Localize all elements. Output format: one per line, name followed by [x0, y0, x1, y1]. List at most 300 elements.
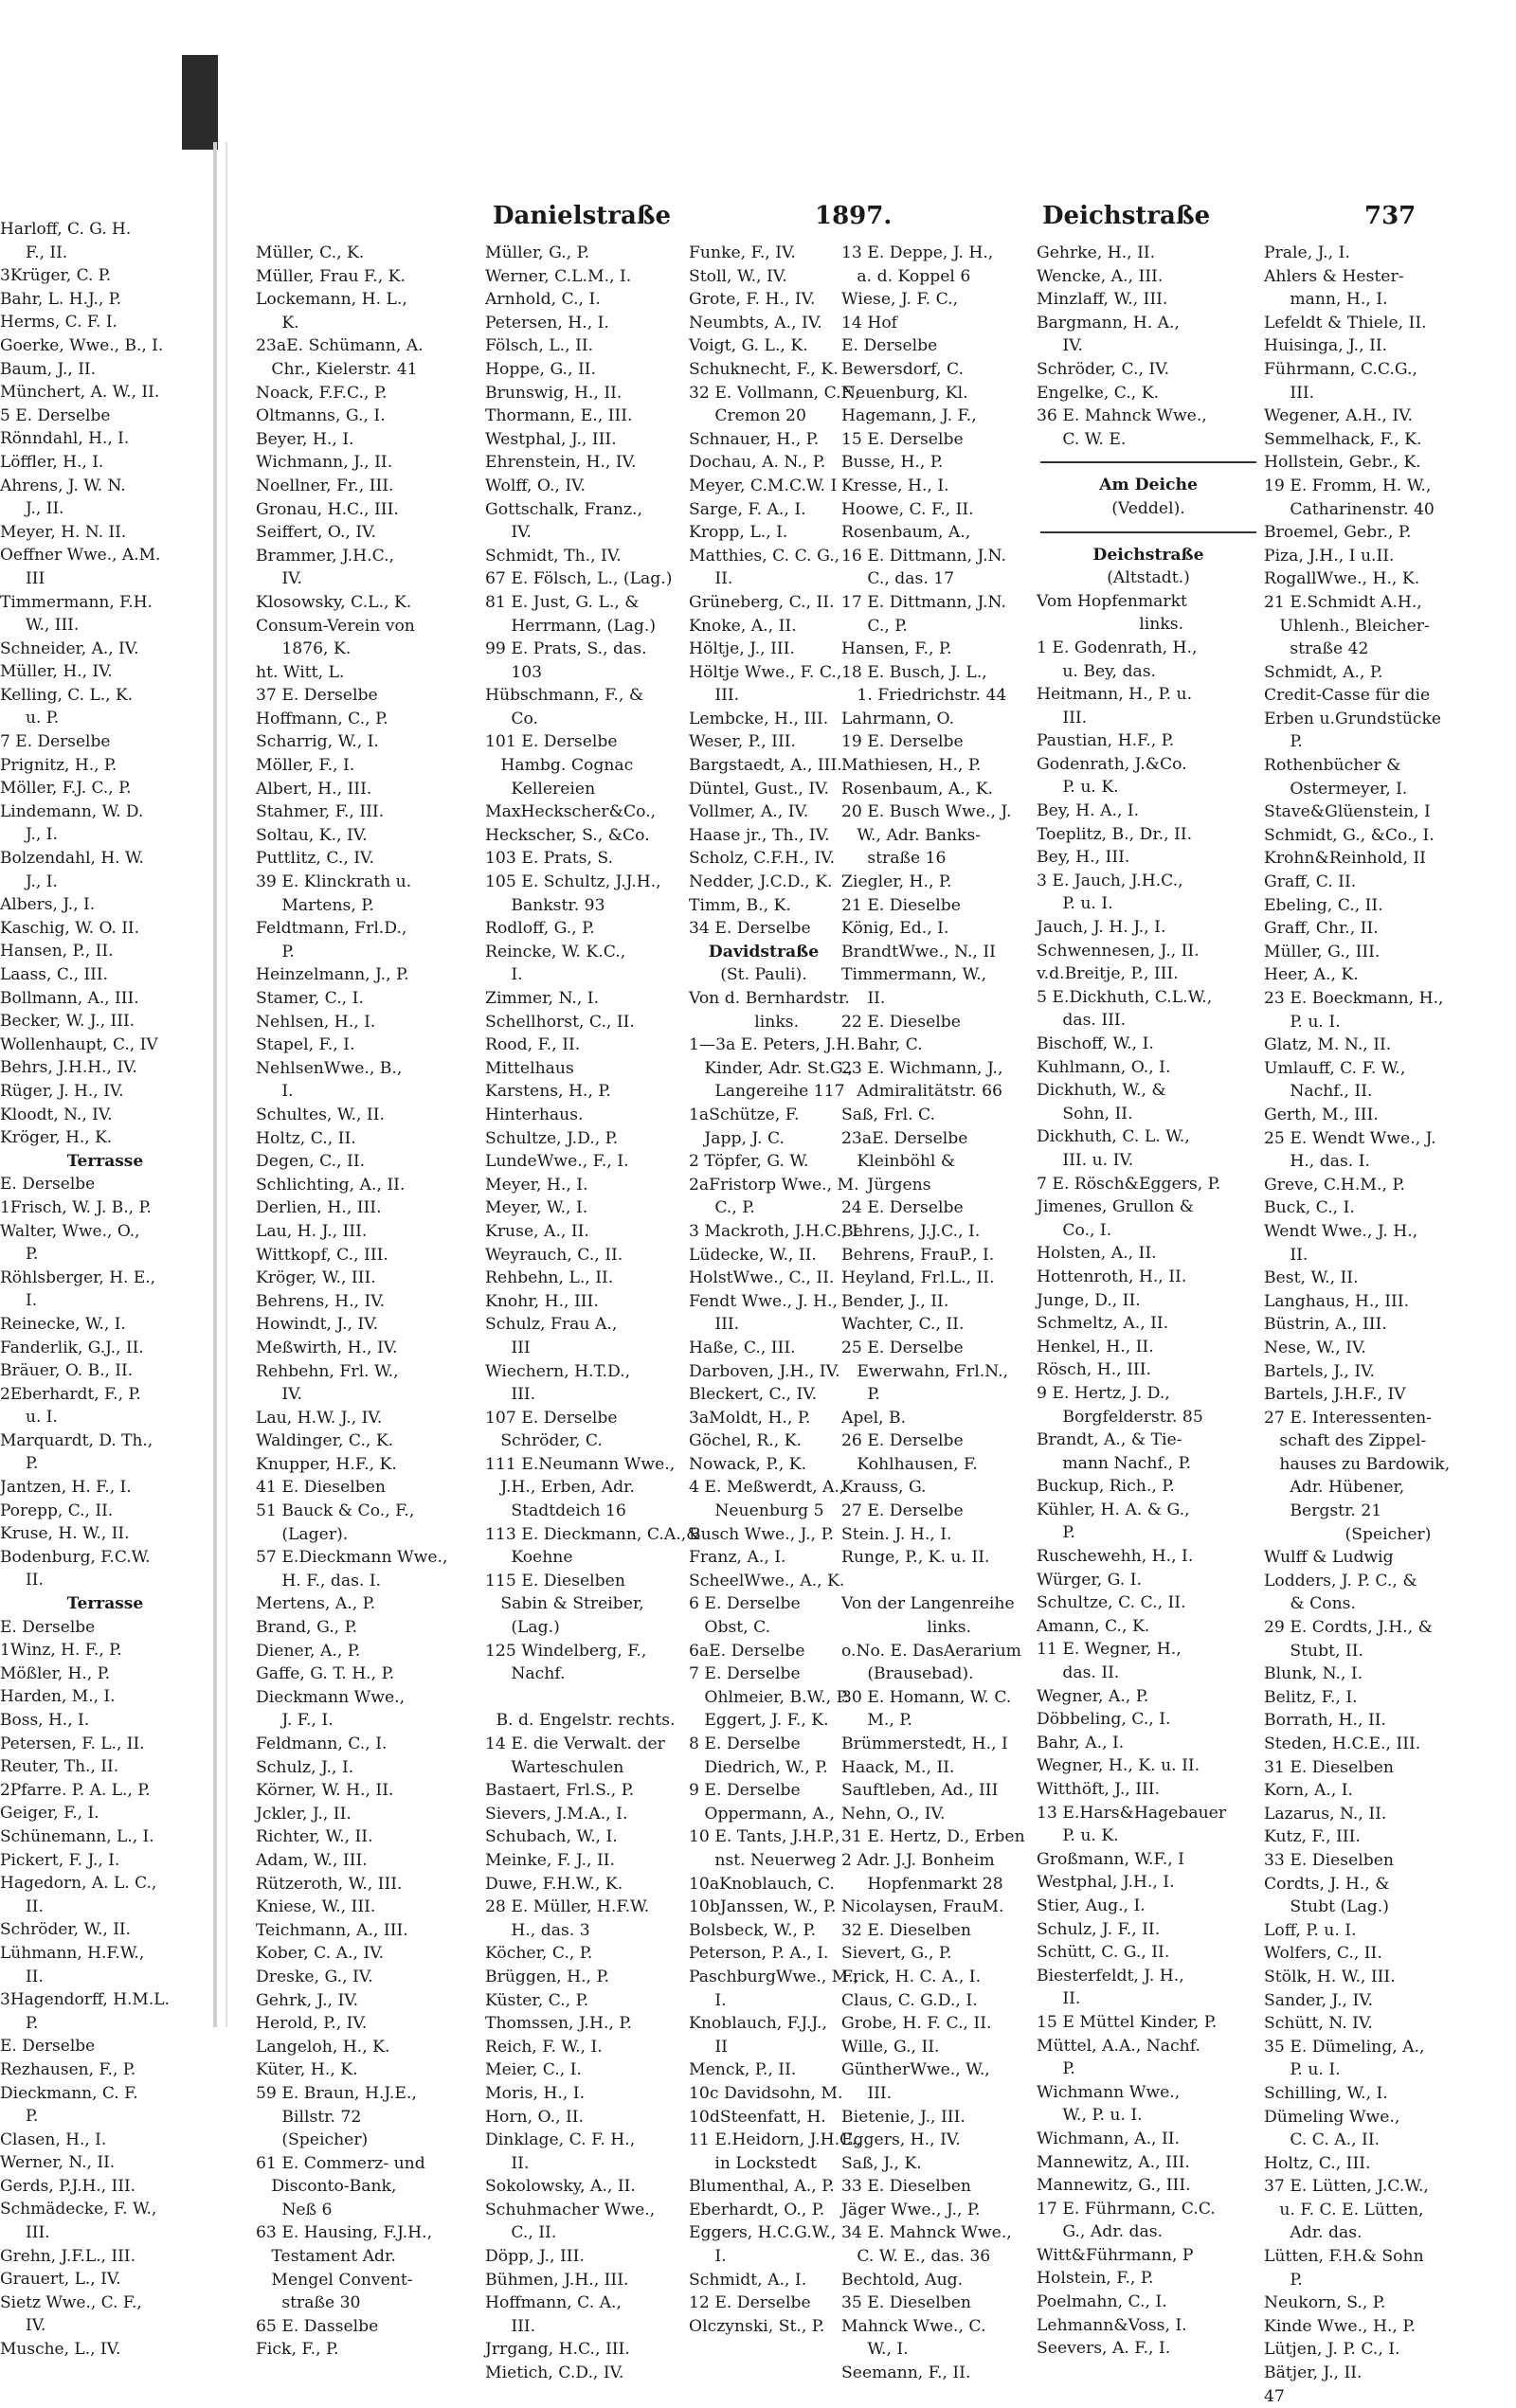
directory-entry: Knohr, H., III.: [485, 1291, 599, 1311]
directory-entry: Heckscher, S., &Co.: [485, 825, 650, 845]
directory-entry: Kutz, F., III.: [1264, 1827, 1361, 1847]
directory-entry: Bolsbeck, W., P.: [689, 1920, 817, 1940]
directory-entry: Ziegler, H., P.: [841, 872, 952, 892]
directory-entry: (Lager).: [256, 1524, 349, 1544]
directory-entry: 28 E. Müller, H.F.W.: [485, 1897, 650, 1917]
directory-entry: Harden, M., I.: [0, 1687, 116, 1707]
directory-entry: 34 E. Derselbe: [689, 919, 811, 939]
directory-entry: Müller, C., K.: [256, 243, 365, 262]
directory-entry: 1Winz, H. F., P.: [0, 1641, 122, 1661]
directory-entry: Werner, C.L.M., I.: [485, 266, 632, 286]
directory-entry: C., das. 17: [841, 569, 955, 589]
directory-entry: Busch Wwe., J., P.: [689, 1524, 835, 1544]
directory-entry: Pickert, F. J., I.: [0, 1850, 120, 1870]
directory-entry: 111 E.Neumann Wwe.,: [485, 1454, 676, 1474]
directory-entry: Paustian, H.F., P.: [1037, 731, 1175, 751]
directory-entry: J., I.: [0, 872, 58, 891]
directory-entry: Rosenbaum, A.,: [841, 523, 971, 543]
directory-entry: Schilling, W., I.: [1264, 2083, 1388, 2103]
directory-entry: P. u. I.: [1037, 894, 1113, 914]
directory-entry: Feldtmann, Frl.D.,: [256, 919, 407, 939]
directory-entry: Weser, P., III.: [689, 732, 796, 752]
directory-entry: Schulz, Frau A.,: [485, 1315, 618, 1335]
directory-entry: Brand, G., P.: [256, 1618, 358, 1638]
directory-entry: 3aMoldt, H., P.: [689, 1408, 811, 1428]
directory-entry: Graff, C. II.: [1264, 872, 1357, 892]
directory-entry: Bollmann, A., III.: [0, 988, 139, 1008]
directory-entry: P.: [256, 942, 295, 961]
directory-entry: Haße, C., III.: [689, 1338, 796, 1357]
directory-entry: 30 E. Homann, W. C.: [841, 1687, 1012, 1707]
directory-entry: Grauert, L., IV.: [0, 2270, 121, 2290]
directory-entry: hauses zu Bardowik,: [1264, 1454, 1451, 1474]
directory-entry: Jantzen, H. F., I.: [0, 1478, 132, 1498]
directory-entry: Schröder, W., II.: [0, 1920, 132, 1940]
directory-entry: Cremon 20: [689, 406, 806, 426]
directory-entry: RogallWwe., H., K.: [1264, 569, 1420, 589]
directory-entry: Führmann, C.C.G.,: [1264, 359, 1417, 379]
directory-entry: 17 E. Dittmann, J.N.: [841, 592, 1006, 612]
directory-entry: II.: [0, 1571, 44, 1590]
directory-entry: Lazarus, N., II.: [1264, 1804, 1387, 1824]
directory-entry: v.d.Breitje, P., III.: [1037, 964, 1179, 984]
directory-entry: Musche, L., IV.: [0, 2340, 121, 2360]
directory-entry: Küster, C., P.: [485, 1990, 589, 2010]
directory-entry: Saß, Frl. C.: [841, 1105, 935, 1124]
directory-entry: Wiese, J. F. C.,: [841, 290, 959, 310]
directory-entry: Schmädecke, F. W.,: [0, 2200, 157, 2219]
directory-entry: Schwennesen, J., II.: [1037, 941, 1200, 961]
directory-entry: Mengel Convent-: [256, 2270, 413, 2290]
directory-column-1: [256, 242, 481, 2362]
directory-entry: 23 E. Boeckmann, H.,: [1264, 989, 1444, 1008]
directory-entry: Eggers, H., IV.: [841, 2130, 961, 2150]
directory-entry: 19 E. Derselbe: [841, 732, 964, 752]
page-edge: [226, 142, 227, 2027]
directory-entry: Möller, F., I.: [256, 756, 355, 776]
directory-entry: 23aE. Schümann, A.: [256, 336, 424, 356]
directory-entry: Stamer, C., I.: [256, 989, 364, 1008]
directory-entry: 23 E. Wichmann, J.,: [841, 1058, 1003, 1078]
directory-entry: 35 E. Dieselben: [841, 2293, 971, 2313]
directory-entry: Wittkopf, C., III.: [256, 1245, 388, 1265]
directory-entry: Borgfelderstr. 85: [1037, 1407, 1203, 1427]
directory-entry: 1Frisch, W. J. B., P.: [0, 1197, 152, 1217]
directory-entry: Mittelhaus: [485, 1058, 574, 1078]
directory-entry: Behrens, J.J.C., I.: [841, 1221, 981, 1241]
directory-entry: Seiffert, O., IV.: [256, 523, 377, 543]
directory-entry: Hopfenmarkt 28: [841, 1874, 1003, 1894]
directory-entry: (Veddel).: [1111, 498, 1185, 518]
directory-entry: PaschburgWwe., M.,: [689, 1967, 859, 1986]
directory-entry: Sietz Wwe., C. F.,: [0, 2292, 142, 2312]
directory-entry: Gronau, H.C., III.: [256, 499, 399, 519]
directory-entry: P.: [0, 1245, 39, 1265]
directory-entry: Seemann, F., II.: [841, 2363, 971, 2383]
directory-entry: C. W. E., das. 36: [841, 2247, 991, 2267]
directory-entry: Hambg. Cognac: [485, 756, 634, 776]
directory-entry: Mietich, C.D., IV.: [485, 2363, 624, 2383]
street-heading: Terrasse: [66, 1594, 144, 1614]
directory-entry: P.: [1264, 2270, 1303, 2290]
directory-entry: Kinder, Adr. St.G.,: [689, 1058, 854, 1078]
directory-entry: Greve, C.H.M., P.: [1264, 1175, 1405, 1195]
directory-entry: 2 Töpfer, G. W.: [689, 1152, 809, 1172]
directory-entry: Münchert, A. W., II.: [0, 383, 160, 403]
directory-entry: C., P.: [689, 1198, 755, 1218]
directory-entry: Clasen, H., I.: [0, 2129, 107, 2149]
header-year: 1897.: [815, 202, 893, 230]
directory-entry: GüntherWwe., W.,: [841, 2060, 990, 2080]
directory-entry: Bey, H., III.: [1037, 848, 1130, 868]
directory-entry: G., Adr. das.: [1037, 2222, 1164, 2242]
directory-entry: links.: [1112, 615, 1184, 635]
directory-entry: 13 E.Hars&Hagebauer: [1037, 1803, 1227, 1823]
directory-entry: 59 E. Braun, H.J.E.,: [256, 2083, 417, 2103]
directory-entry: Olczynski, St., P.: [689, 2316, 825, 2336]
directory-entry: Sievers, J.M.A., I.: [485, 1804, 628, 1824]
directory-entry: Gehrke, H., II.: [1037, 243, 1156, 262]
directory-entry: 103: [485, 662, 543, 682]
directory-entry: 13 E. Deppe, J. H.,: [841, 243, 994, 262]
directory-entry: Erben u.Grundstücke: [1264, 709, 1442, 728]
directory-entry: Klosowsky, C.L., K.: [256, 592, 412, 612]
directory-entry: Consum-Verein von: [256, 616, 415, 636]
directory-entry: Bietenie, J., III.: [841, 2107, 966, 2127]
directory-entry: Martens, P.: [256, 895, 374, 915]
directory-entry: Bartels, J., IV.: [1264, 1361, 1376, 1381]
directory-entry: Hagedorn, A. L. C.,: [0, 1874, 157, 1894]
directory-entry: Brüggen, H., P.: [485, 1967, 610, 1986]
directory-entry: 1 E. Godenrath, H.,: [1037, 638, 1198, 657]
directory-entry: Glatz, M. N., II.: [1264, 1035, 1392, 1055]
directory-entry: 27 E. Derselbe: [841, 1501, 964, 1521]
directory-entry: (Altstadt.): [1107, 568, 1190, 588]
directory-entry: Wendt Wwe., J. H.,: [1264, 1221, 1418, 1241]
directory-entry: 67 E. Fölsch, L., (Lag.): [485, 569, 673, 589]
directory-entry: II: [689, 2037, 728, 2057]
directory-entry: 27 E. Interessenten-: [1264, 1408, 1432, 1428]
directory-entry: Arnhold, C., I.: [485, 290, 601, 310]
directory-entry: Wollenhaupt, C., IV: [0, 1034, 158, 1054]
directory-entry: Lefeldt & Thiele, II.: [1264, 313, 1427, 332]
directory-entry: 15 E. Derselbe: [841, 429, 964, 449]
directory-entry: 41 E. Dieselben: [256, 1478, 386, 1498]
directory-entry: Toeplitz, B., Dr., II.: [1037, 824, 1193, 844]
directory-entry: II.: [841, 989, 886, 1008]
directory-entry: u. I.: [0, 1408, 58, 1428]
directory-entry: 24 E. Derselbe: [841, 1198, 964, 1218]
directory-entry: Schulz, J. F., II.: [1037, 1919, 1161, 1939]
directory-entry: Reuter, Th., II.: [0, 1757, 119, 1777]
directory-entry: Bräuer, O. B., II.: [0, 1361, 134, 1381]
directory-entry: Uhlenh., Bleicher-: [1264, 616, 1430, 636]
directory-entry: Funke, F., IV.: [689, 243, 796, 262]
directory-entry: IV.: [256, 1385, 302, 1405]
directory-entry: II.: [485, 2153, 530, 2173]
directory-entry: Scholz, C.F.H., IV.: [689, 849, 836, 869]
directory-entry: Sander, J., IV.: [1264, 1990, 1374, 2010]
directory-entry: Lembcke, H., III.: [689, 709, 829, 728]
directory-entry: Höltje Wwe., F. C.,: [689, 662, 842, 682]
directory-entry: Brammer, J.H.C.,: [256, 546, 395, 566]
directory-entry: a. d. Koppel 6: [841, 266, 971, 286]
directory-entry: Nehlsen, H., I.: [256, 1012, 376, 1032]
directory-entry: 51 Bauck & Co., F.,: [256, 1501, 415, 1521]
directory-entry: Bischoff, W., I.: [1037, 1034, 1154, 1053]
directory-entry: Rehbehn, Frl. W.,: [256, 1361, 399, 1381]
directory-entry: BrandtWwe., N., II: [841, 942, 996, 961]
directory-entry: links.: [728, 1012, 800, 1032]
directory-entry: Kober, C. A., IV.: [256, 1944, 385, 1964]
directory-entry: Hoowe, C. F., II.: [841, 499, 974, 519]
directory-entry: 20 E. Busch Wwe., J.: [841, 802, 1012, 822]
directory-entry: Boss, H., I.: [0, 1711, 90, 1730]
directory-entry: Piza, J.H., I u.II.: [1264, 546, 1395, 566]
directory-entry: Diener, A., P.: [256, 1641, 361, 1661]
directory-entry: Kuhlmann, O., I.: [1037, 1057, 1171, 1077]
directory-entry: Eberhardt, O., P.: [689, 2200, 825, 2219]
directory-entry: Stubt, II.: [1264, 1641, 1363, 1661]
directory-entry: Müller, G., P.: [485, 243, 590, 262]
directory-entry: Schultze, C. C., II.: [1037, 1593, 1186, 1613]
directory-entry: straße 30: [256, 2293, 361, 2313]
directory-entry: Credit-Casse für die: [1264, 686, 1431, 706]
directory-entry: Warteschulen: [485, 1757, 624, 1777]
directory-entry: Wegner, H., K. u. II.: [1037, 1756, 1200, 1776]
directory-entry: Grehn, J.F.L., III.: [0, 2246, 135, 2266]
directory-entry: Busse, H., P.: [841, 453, 944, 473]
directory-entry: Grüneberg, C., II.: [689, 592, 835, 612]
column-divider: [1040, 531, 1256, 533]
directory-entry: Noack, F.F.C., P.: [256, 383, 388, 403]
directory-entry: Nehn, O., IV.: [841, 1804, 946, 1824]
directory-entry: Dieckmann Wwe.,: [256, 1687, 406, 1707]
directory-entry: Behrs, J.H.H., IV.: [0, 1058, 137, 1078]
directory-entry: Schröder, C., IV.: [1037, 359, 1170, 379]
directory-entry: Lüdecke, W., II.: [689, 1245, 817, 1265]
directory-entry: Thormann, E., III.: [485, 406, 633, 426]
directory-entry: Claus, C. G.D., I.: [841, 1990, 978, 2010]
directory-entry: Brunswig, H., II.: [485, 383, 623, 403]
directory-entry: ht. Witt, L.: [256, 662, 345, 682]
directory-entry: Vom Hopfenmarkt: [1037, 591, 1187, 611]
directory-entry: C. C. A., II.: [1264, 2130, 1381, 2150]
directory-entry: Fick, F., P.: [256, 2340, 339, 2360]
directory-entry: Dreske, G., IV.: [256, 1967, 373, 1986]
directory-entry: F., II.: [0, 243, 68, 262]
directory-entry: C. W. E.: [1037, 429, 1127, 449]
directory-entry: 34 E. Mahnck Wwe.,: [841, 2223, 1012, 2243]
directory-entry: Göchel, R., K.: [689, 1431, 803, 1451]
directory-entry: Gerth, M., III.: [1264, 1105, 1379, 1124]
directory-entry: Reinecke, W., I.: [0, 1314, 126, 1334]
directory-entry: Chr., Kielerstr. 41: [256, 359, 418, 379]
directory-entry: Catharinenstr. 40: [1264, 499, 1435, 519]
directory-entry: Bahr, A., I.: [1037, 1733, 1125, 1752]
directory-entry: Ewerwahn, Frl.N.,: [841, 1361, 1009, 1381]
directory-entry: Von d. Bernhardstr.: [689, 989, 850, 1008]
directory-entry: (Brausebad).: [841, 1664, 974, 1684]
directory-entry: Sauftleben, Ad., III: [841, 1781, 999, 1801]
directory-entry: Dochau, A. N., P.: [689, 453, 826, 473]
directory-entry: Becker, W. J., III.: [0, 1012, 135, 1032]
directory-entry: Belitz, F., I.: [1264, 1687, 1358, 1707]
directory-entry: Umlauff, C. F. W.,: [1264, 1058, 1406, 1078]
directory-entry: Bleckert, C., IV.: [689, 1385, 818, 1405]
directory-entry: IV.: [485, 523, 532, 543]
directory-entry: Kelling, C. L., K.: [0, 685, 134, 705]
directory-entry: Nowack, P., K.: [689, 1454, 807, 1474]
directory-entry: H., das. 3: [485, 1920, 590, 1940]
directory-entry: Hoppe, G., II.: [485, 359, 596, 379]
directory-entry: Admiralitätstr. 66: [841, 1082, 1002, 1102]
directory-entry: Junge, D., II.: [1037, 1290, 1141, 1310]
directory-entry: P.: [1037, 2059, 1075, 2079]
directory-entry: Rood, F., II.: [485, 1035, 581, 1055]
directory-entry: 39 E. Klinckrath u.: [256, 872, 412, 892]
directory-entry: Rodloff, G., P.: [485, 919, 595, 939]
directory-entry: Jimenes, Grullon &: [1037, 1197, 1195, 1217]
directory-entry: I.: [689, 1990, 727, 2010]
directory-entry: Krauss, G.: [841, 1478, 927, 1498]
directory-entry: Harloff, C. G. H.: [0, 220, 132, 239]
directory-entry: Timm, B., K.: [689, 895, 791, 915]
directory-entry: 12 E. Derselbe: [689, 2293, 811, 2313]
directory-entry: III. u. IV.: [1037, 1150, 1134, 1170]
directory-entry: Horn, O., II.: [485, 2107, 585, 2127]
directory-entry: Prale, J., I.: [1264, 243, 1350, 262]
directory-entry: Derlien, H., III.: [256, 1198, 382, 1218]
directory-entry: 99 E. Prats, S., das.: [485, 639, 647, 659]
directory-entry: straße 16: [841, 849, 947, 869]
directory-entry: Kleinböhl &: [841, 1152, 956, 1172]
directory-entry: 10dSteenfatt, H.: [689, 2107, 826, 2127]
directory-entry: Prignitz, H., P.: [0, 755, 117, 775]
directory-entry: Meßwirth, H., IV.: [256, 1338, 398, 1357]
directory-entry: Holsten, A., II.: [1037, 1244, 1157, 1264]
directory-entry: Müller, G., III.: [1264, 942, 1381, 961]
directory-entry: I.: [485, 965, 523, 985]
directory-entry: Haase jr., Th., IV.: [689, 825, 830, 845]
directory-entry: 32 E. Vollmann, C.F.,: [689, 383, 860, 403]
directory-entry: Bey, H. A., I.: [1037, 801, 1140, 821]
directory-entry: P.: [0, 1454, 39, 1474]
directory-entry: Broemel, Gebr., P.: [1264, 523, 1412, 543]
directory-entry: ScheelWwe., A., K.: [689, 1571, 845, 1590]
directory-entry: u. F. C. E. Lütten,: [1264, 2200, 1424, 2219]
directory-entry: Mannewitz, G., III.: [1037, 2176, 1191, 2196]
directory-entry: nst. Neuerweg 2: [689, 1850, 852, 1870]
directory-entry: Huisinga, J., II.: [1264, 336, 1388, 356]
directory-entry: Moris, H., I.: [485, 2083, 586, 2103]
directory-entry: Saß, J., K.: [841, 2153, 922, 2173]
directory-entry: Apel, B.: [841, 1408, 907, 1428]
directory-entry: Matthies, C. C. G.,: [689, 546, 840, 566]
directory-entry: Walter, Wwe., O.,: [0, 1221, 140, 1241]
directory-entry: Degen, C., II.: [256, 1152, 366, 1172]
directory-entry: Oltmanns, G., I.: [256, 406, 386, 426]
directory-entry: Körner, W. H., II.: [256, 1781, 394, 1801]
directory-entry: III: [0, 568, 45, 588]
directory-entry: Seevers, A. F., I.: [1037, 2339, 1171, 2359]
directory-entry: Stave&Glüenstein, I: [1264, 802, 1431, 822]
directory-entry: 10bJanssen, W., P.: [689, 1897, 837, 1917]
directory-entry: (Lag.): [485, 1618, 560, 1638]
directory-entry: Fölsch, L., II.: [485, 336, 594, 356]
directory-entry: J. F., I.: [256, 1711, 334, 1731]
directory-entry: Schmidt, A., I.: [689, 2270, 807, 2290]
directory-entry: Adam, W., III.: [256, 1850, 368, 1870]
directory-entry: III: [485, 1338, 531, 1357]
directory-entry: Knupper, H.F., K.: [256, 1454, 397, 1474]
directory-entry: Hansen, F., P.: [841, 639, 952, 659]
directory-entry: Zimmer, N., I.: [485, 989, 600, 1008]
directory-entry: Müller, H., IV.: [0, 662, 113, 682]
directory-entry: Karstens, H., P.: [485, 1082, 611, 1102]
directory-entry: Bolzendahl, H. W.: [0, 849, 144, 869]
directory-entry: Marquardt, D. Th.,: [0, 1430, 153, 1450]
directory-entry: Lütjen, J. P. C., I.: [1264, 2340, 1400, 2360]
directory-entry: schaft des Zippel-: [1264, 1431, 1427, 1451]
directory-entry: Wencke, A., III.: [1037, 266, 1164, 286]
directory-entry: Dümeling Wwe.,: [1264, 2107, 1400, 2127]
directory-entry: Stoll, W., IV.: [689, 266, 787, 286]
directory-entry: P. u. K.: [1037, 1826, 1119, 1846]
directory-entry: 105 E. Schultz, J.J.H.,: [485, 872, 661, 892]
directory-entry: Brandt, A., & Tie-: [1037, 1430, 1182, 1450]
directory-entry: 35 E. Dümeling, A.,: [1264, 2037, 1425, 2057]
directory-entry: Westphal, J., III.: [485, 429, 617, 449]
directory-entry: Bätjer, J., II.: [1264, 2363, 1363, 2383]
directory-entry: Rezhausen, F., P.: [0, 2059, 136, 2079]
directory-entry: 2Pfarre. P. A. L., P.: [0, 1780, 151, 1800]
directory-entry: Neß 6: [256, 2200, 333, 2219]
directory-entry: Oppermann, A.,: [689, 1804, 835, 1824]
directory-entry: Kruse, H. W., II.: [0, 1524, 130, 1544]
directory-entry: 57 E.Dieckmann Wwe.,: [256, 1548, 448, 1568]
directory-entry: Hollstein, Gebr., K.: [1264, 453, 1421, 473]
directory-entry: Lau, H. J., III.: [256, 1221, 368, 1241]
directory-entry: 31 E. Hertz, D., Erben: [841, 1827, 1025, 1847]
directory-entry: Wille, G., II.: [841, 2037, 940, 2057]
directory-entry: Lodders, J. P. C., &: [1264, 1571, 1417, 1590]
directory-entry: Sarge, F. A., I.: [689, 499, 806, 519]
directory-entry: Bastaert, Frl.S., P.: [485, 1781, 635, 1801]
directory-entry: Steden, H.C.E., III.: [1264, 1734, 1421, 1753]
directory-entry: 25 E. Derselbe: [841, 1338, 964, 1357]
directory-entry: II.: [0, 1896, 44, 1916]
directory-entry: Koehne: [485, 1548, 573, 1568]
directory-entry: 15 E Müttel Kinder, P.: [1037, 2012, 1218, 2032]
directory-entry: Langhaus, H., III.: [1264, 1291, 1410, 1311]
directory-entry: Schmidt, A., P.: [1264, 662, 1383, 682]
directory-entry: Mahnck Wwe., C.: [841, 2316, 986, 2336]
directory-entry: LundeWwe., F., I.: [485, 1152, 629, 1172]
directory-entry: König, Ed., I.: [841, 919, 949, 939]
directory-entry: Kresse, H., I.: [841, 476, 949, 495]
directory-entry: Fanderlik, G.J., II.: [0, 1338, 144, 1357]
directory-entry: Howindt, J., IV.: [256, 1315, 379, 1335]
directory-entry: Bühmen, J.H., III.: [485, 2270, 629, 2290]
directory-entry: Kniese, W., III.: [256, 1897, 376, 1917]
directory-entry: Bender, J., II.: [841, 1291, 949, 1311]
directory-entry: Kröger, W., III.: [256, 1268, 376, 1288]
directory-entry: Stapel, F., I.: [256, 1035, 355, 1055]
street-heading: Deichstraße: [1092, 545, 1204, 565]
directory-entry: Schultze, J.D., P.: [485, 1128, 619, 1148]
directory-entry: Ahlers & Hester-: [1264, 266, 1404, 286]
